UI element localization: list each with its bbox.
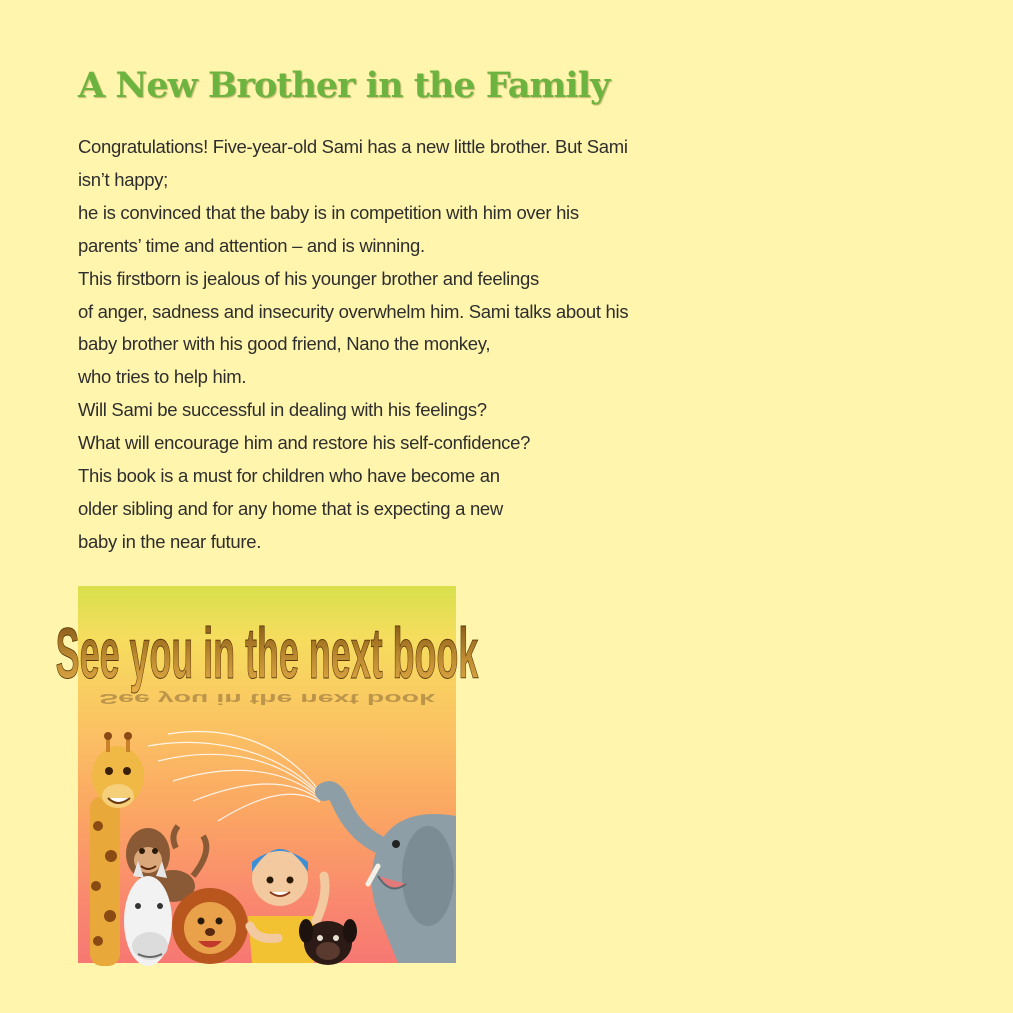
cover-headline-reflection: See you in the next book [99, 690, 435, 708]
lion-illustration [172, 888, 248, 964]
book-description [78, 131, 678, 559]
description-line: baby brother with his good friend, Nano the monkey, [78, 333, 491, 355]
cover-illustration [55, 586, 479, 963]
description-line: parents’ time and attention – and is winning. [78, 234, 425, 256]
description-line: isn’t happy; [78, 168, 168, 190]
water-spray [148, 732, 320, 821]
description-line: he is convinced that the baby is in competition with him over his [78, 201, 579, 223]
book-description-section [78, 62, 678, 559]
horse-illustration [124, 861, 172, 966]
description-line: This firstborn is jealous of his younger brother and feelings [78, 267, 539, 289]
description-line: This book is a must for children who have become an [78, 465, 500, 487]
description-line: who tries to help him. [78, 366, 247, 388]
description-line: What will encourage him and restore his self-confidence? [78, 432, 531, 454]
next-book-cover-image [55, 586, 479, 963]
description-line: baby in the near future. [78, 530, 262, 552]
page-title: A New Brother in the Family [78, 65, 610, 106]
description-line: older sibling and for any home that is expecting a new [78, 497, 503, 519]
description-line: Will Sami be successful in dealing with his feelings? [78, 399, 487, 421]
description-line: of anger, sadness and insecurity overwhelm him. Sami talks about his [78, 300, 629, 322]
description-line: Congratulations! Five-year-old Sami has a new little brother. But Sami [78, 136, 628, 157]
cover-headline: See you in the next book [55, 613, 479, 694]
